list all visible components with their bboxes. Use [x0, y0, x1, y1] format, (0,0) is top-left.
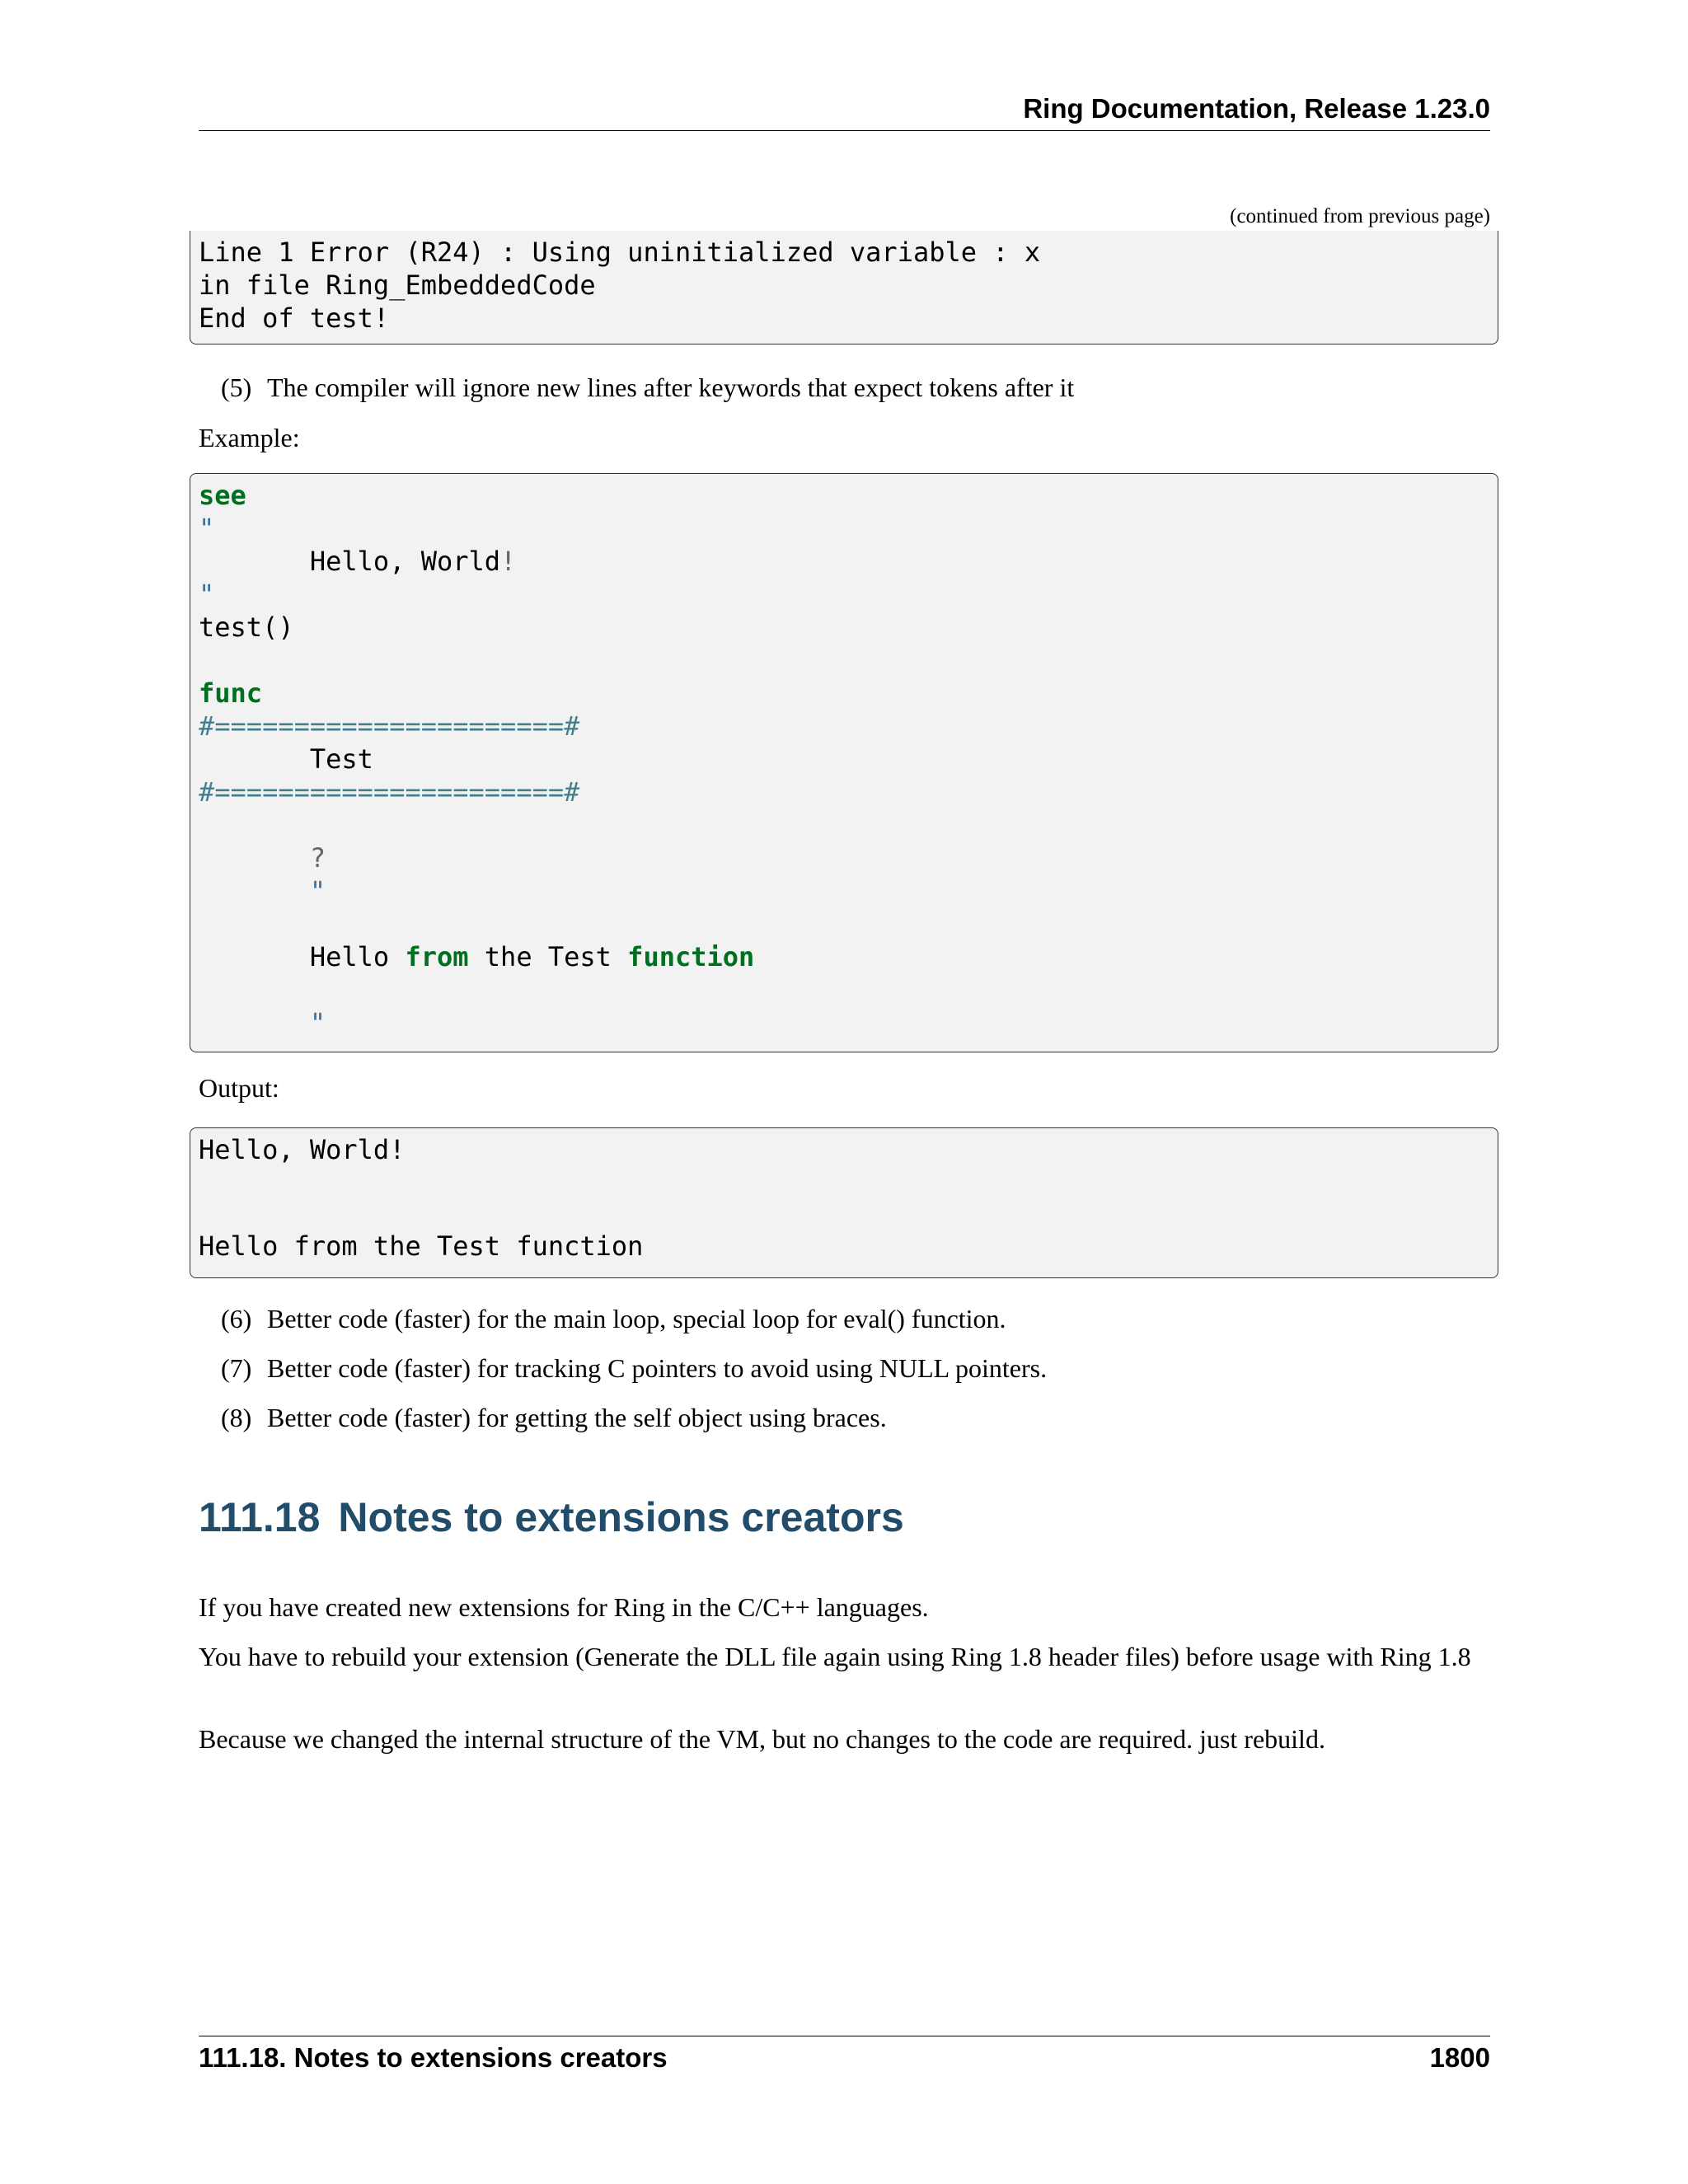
code-indent: [199, 941, 310, 972]
code-indent: [199, 875, 310, 907]
list-item-number: (5): [221, 373, 252, 402]
code-line: [199, 940, 1498, 973]
code-line: Hello, World!: [199, 1134, 406, 1165]
paragraph: You have to rebuild your extension (Generate the DLL file again using Ring 1.8 header files) before usage with Ring 1.8: [199, 1642, 1471, 1671]
keyword: from: [405, 941, 469, 972]
code-line: Hello from the Test function: [199, 1230, 644, 1262]
list-item-8: [221, 1401, 887, 1434]
operator: ?: [309, 842, 326, 874]
code-line: Line 1 Error (R24) : Using uninitialized variable : x: [199, 237, 1041, 268]
code-line: [199, 545, 1498, 578]
page-number: 1800: [1429, 2042, 1490, 2073]
comment: #======================#: [199, 710, 580, 742]
list-item-number: (7): [221, 1353, 252, 1383]
string-quote: ": [309, 1007, 326, 1038]
code-indent: [199, 1007, 310, 1038]
code-line: [199, 874, 1498, 907]
list-item-5: [221, 371, 1074, 404]
code-text: the Test: [468, 941, 628, 972]
output-label: Output:: [199, 1073, 279, 1103]
code-line: [199, 710, 1498, 743]
section-heading: [199, 1493, 904, 1541]
code-line: [199, 644, 1498, 677]
section-title: Notes to extensions creators: [338, 1494, 904, 1540]
code-text: Test: [199, 743, 373, 775]
code-line: [199, 479, 1498, 512]
code-line: [199, 808, 1498, 841]
code-line: [199, 1006, 1498, 1039]
code-line: [199, 1166, 1498, 1199]
code-text: test(): [199, 612, 294, 643]
keyword: see: [199, 480, 246, 511]
string-quote: ": [199, 579, 215, 610]
code-line: [199, 578, 1498, 611]
comment: #======================#: [199, 776, 580, 808]
code-line: [199, 907, 1498, 940]
string-quote: ": [199, 513, 215, 544]
code-text: Hello: [309, 941, 406, 972]
code-line: [199, 841, 1498, 874]
output-code-block: [190, 1127, 1498, 1278]
code-line: [199, 1199, 1498, 1230]
example-label: Example:: [199, 423, 300, 452]
code-line: [199, 512, 1498, 545]
list-item-number: (8): [221, 1403, 252, 1432]
continued-note: (continued from previous page): [1230, 205, 1490, 227]
list-item-7: [221, 1352, 1047, 1385]
code-line: End of test!: [199, 302, 390, 334]
code-line: [199, 776, 1498, 808]
running-header-title: Ring Documentation, Release 1.23.0: [1023, 93, 1490, 124]
code-indent: [199, 842, 310, 874]
list-item-number: (6): [221, 1304, 252, 1333]
list-item-text: Better code (faster) for the main loop, special loop for eval() function.: [267, 1304, 1006, 1333]
list-item-text: Better code (faster) for getting the self object using braces.: [267, 1403, 887, 1432]
keyword: function: [627, 941, 755, 972]
paragraph: Because we changed the internal structure of the VM, but no changes to the code are required. just rebuild.: [199, 1724, 1325, 1754]
list-item-text: Better code (faster) for tracking C pointers to avoid using NULL pointers.: [267, 1353, 1048, 1383]
string-quote: ": [309, 875, 326, 907]
footer-section-label: 111.18. Notes to extensions creators: [199, 2042, 668, 2073]
code-line: [199, 973, 1498, 1006]
code-line: [199, 743, 1498, 776]
operator: !: [500, 546, 517, 577]
error-output-block: [190, 231, 1498, 344]
code-text: Hello, World: [199, 546, 501, 577]
code-line: [199, 677, 1498, 710]
list-item-6: [221, 1302, 1006, 1335]
code-line: in file Ring_EmbeddedCode: [199, 269, 596, 301]
section-number: 111.18: [199, 1494, 321, 1540]
paragraph: If you have created new extensions for Ring in the C/C++ languages.: [199, 1592, 929, 1622]
code-line: [199, 611, 1498, 644]
keyword: func: [199, 677, 263, 709]
list-item-text: The compiler will ignore new lines after keywords that expect tokens after it: [267, 373, 1075, 402]
example-code-block: [190, 473, 1498, 1052]
header-rule: [199, 130, 1490, 131]
